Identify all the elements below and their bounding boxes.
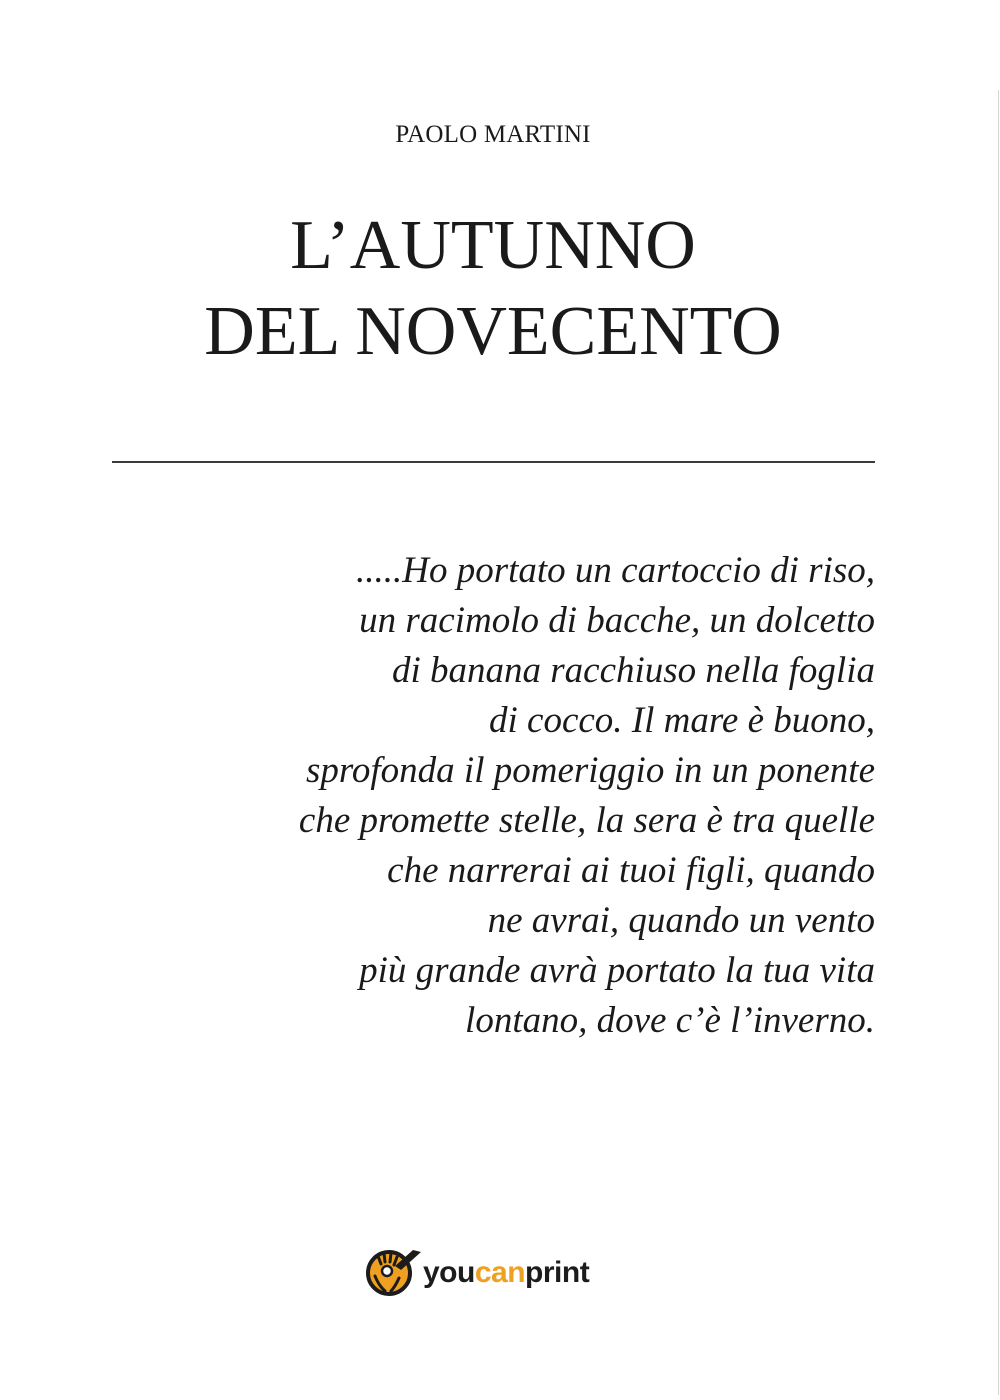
hand-in-circle-checkmark-icon [365, 1246, 421, 1298]
publisher-name [423, 1256, 589, 1290]
horizontal-rule [112, 461, 875, 463]
publisher-name-you: you [423, 1256, 475, 1289]
poem-line: che narrerai ai tuoi figli, quando [387, 850, 875, 891]
poem-line: di banana racchiuso nella foglia [391, 650, 875, 691]
poem-line: ne avrai, quando un vento [487, 900, 875, 941]
poem-excerpt [299, 546, 875, 1046]
publisher-name-print: print [525, 1256, 590, 1289]
poem-line: .....Ho portato un cartoccio di riso, [355, 550, 875, 591]
page-edge-divider [998, 90, 999, 1395]
publisher-logo [365, 1246, 589, 1298]
poem-line: un racimolo di bacche, un dolcetto [359, 600, 875, 641]
poem-line: lontano, dove c’è l’inverno. [465, 1000, 875, 1041]
title-line-1: L’AUTUNNO [290, 207, 696, 284]
title-line-2: DEL NOVECENTO [204, 293, 782, 370]
poem-line: sprofonda il pomeriggio in un ponente [305, 750, 875, 791]
poem-line: che promette stelle, la sera è tra quelle [298, 800, 875, 841]
poem-line: di cocco. Il mare è buono, [489, 700, 875, 741]
publisher-name-can: can [474, 1256, 526, 1289]
poem-line: più grande avrà portato la tua vita [359, 950, 875, 991]
author-name: PAOLO MARTINI [395, 121, 591, 148]
